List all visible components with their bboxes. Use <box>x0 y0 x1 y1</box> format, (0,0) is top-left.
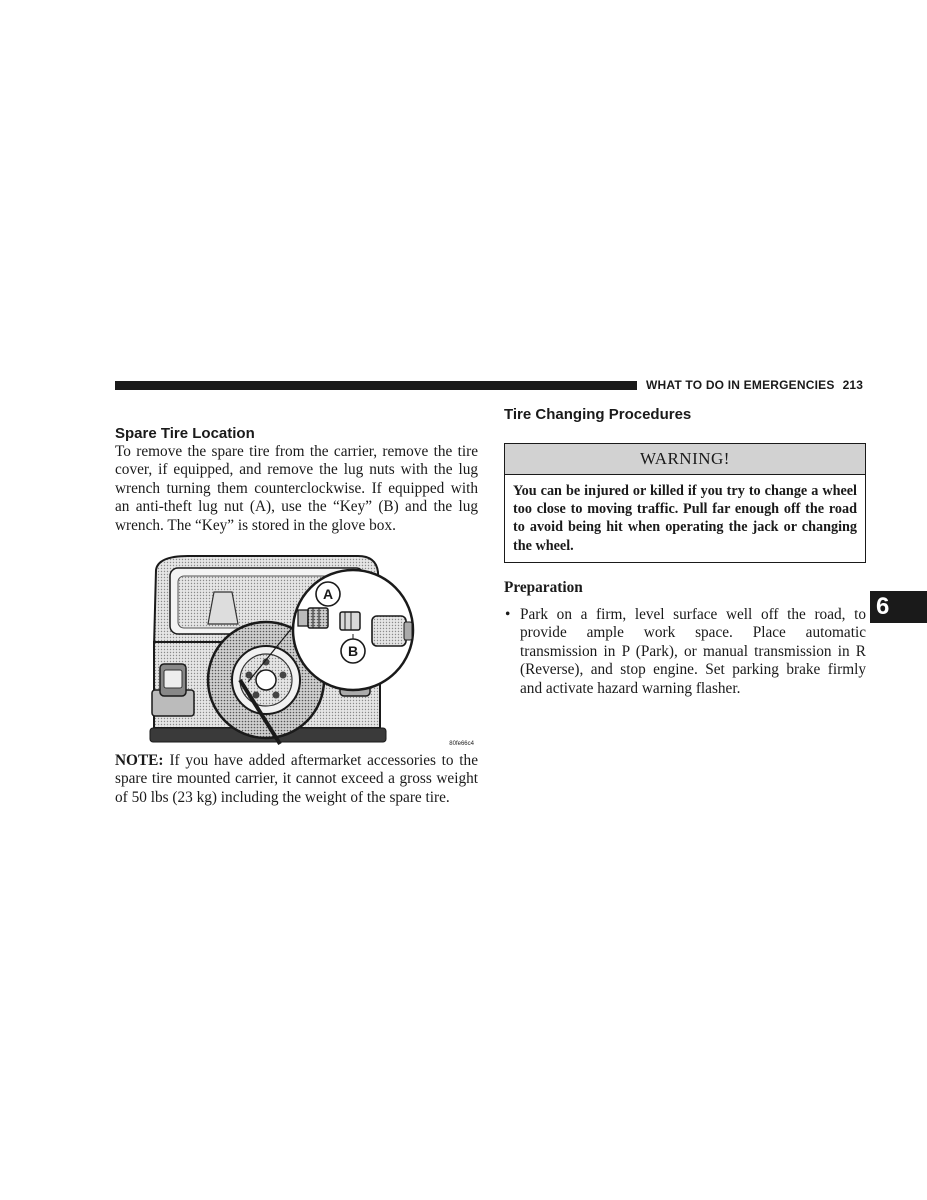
tire-changing-heading: Tire Changing Procedures <box>504 406 692 423</box>
figure-code: 80fe66c4 <box>449 741 474 747</box>
warning-box <box>504 443 866 563</box>
chapter-tab: 6 <box>870 591 927 623</box>
note-text: If you have added aftermarket accessories to the spare tire mounted carrier, it cannot exceed a gross weight of 50 lbs (23 kg) including the weight of the spare tire. <box>115 752 478 806</box>
preparation-heading: Preparation <box>504 579 583 596</box>
callout-b-label: B <box>347 643 359 659</box>
list-item <box>504 606 866 698</box>
header-rule <box>115 381 637 390</box>
preparation-list <box>504 606 866 698</box>
callout-a-label: A <box>322 586 334 602</box>
section-title: WHAT TO DO IN EMERGENCIES <box>646 378 835 392</box>
warning-title: WARNING! <box>505 444 865 475</box>
bullet-text: Park on a firm, level surface well off the road, to provide ample work space. Place automatic transmission in P (Park), or manual transmission in R (Reverse), and stop engine. Set parking brake firmly and activate hazard warning flasher. <box>520 606 866 697</box>
bullet-icon: • <box>505 606 511 623</box>
warning-text: You can be injured or killed if you try to change a wheel too close to moving traffic. Pull far enough off the road to avoid being hit when operating the jack or changing the wheel. <box>513 483 857 554</box>
spare-tire-location-heading: Spare Tire Location <box>115 425 255 442</box>
page-number: 213 <box>842 378 864 392</box>
note-label: NOTE: <box>115 752 164 769</box>
spare-tire-paragraph: To remove the spare tire from the carrier, remove the tire cover, if equipped, and remove the lug nuts with the lug wrench turning them counterclockwise. If equipped with an anti-theft lug nut (A), use the “Key” (B) and the lug wrench. The “Key” is stored in the glove box. <box>115 443 478 534</box>
spare-tire-illustration <box>148 552 478 747</box>
running-header <box>646 378 866 392</box>
note-paragraph <box>115 752 478 807</box>
